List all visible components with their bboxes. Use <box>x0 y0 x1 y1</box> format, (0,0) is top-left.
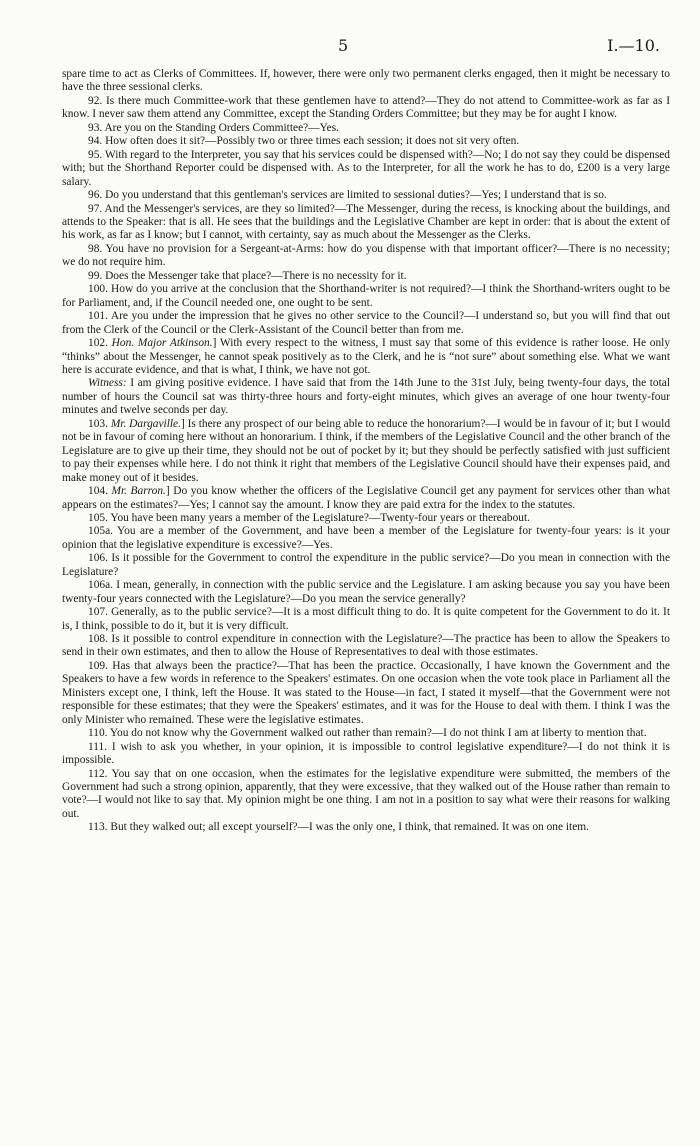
paragraph-p110 <box>62 727 670 740</box>
paragraph-text: 113. But they walked out; all except yourself?—I was the only one, I think, that remained. It was on one item. <box>88 821 589 834</box>
paragraph-text: 106. Is it possible for the Government to control the expenditure in the public service?—Do you mean in connection with the Legislature? <box>62 552 670 578</box>
paragraph-p92 <box>62 95 670 122</box>
paragraph-text: ] Do you know whether the officers of the Legislative Council get any payment for services other than what appears on the estimates?—Yes; I cannot say the amount. I know they are paid extra for the index to the statutes. <box>62 485 671 511</box>
paragraph-p109 <box>62 660 670 727</box>
paragraph-text: 105a. You are a member of the Government, and have been a member of the Legislature for twenty-four years: is it your opinion that the legislative expenditure is excessive?—Yes. <box>62 525 670 551</box>
speaker-name: Mr. Barron. <box>111 485 166 498</box>
paragraph-p98 <box>62 243 670 270</box>
paragraph-p111 <box>62 741 670 768</box>
paragraph-text: 97. And the Messenger's services, are they so limited?—The Messenger, during the recess, is knocking about the buildings, and attends to the Speaker: that is all. He sees that the buildings and the Legislative Chamber are kept in order: that is about the extent of his work, as far as I know; but I cannot, with certainty, say as much about the Messenger as the Clerks. <box>62 202 670 242</box>
speaker-name: Witness: <box>88 377 127 390</box>
paragraph-p105 <box>62 512 670 525</box>
paragraph-text: 108. Is it possible to control expenditure in connection with the Legislature?—The practice has been to allow the Speakers to send in their own estimates, and then to allow the House of Representatives to deal with those estimates. <box>62 633 670 659</box>
paragraph-p106 <box>62 552 670 579</box>
paragraph-p101 <box>62 310 670 337</box>
paragraph-text: 94. How often does it sit?—Possibly two or three times each session; it does not sit very often. <box>88 135 520 148</box>
paragraph-text: 106a. I mean, generally, in connection with the public service and the Legislature. I am asking because you say you have been twenty-four years connected with the Legislature?—Do you mean the service generally? <box>62 579 670 605</box>
page-header <box>0 36 700 58</box>
paragraph-text: 102. <box>88 337 112 350</box>
paragraph-p102 <box>62 337 670 377</box>
paragraph-p104 <box>62 485 670 512</box>
paragraph-text: 104. <box>88 485 112 498</box>
paragraph-p107 <box>62 606 670 633</box>
paragraph-text: ] With every respect to the witness, I must say that some of this evidence is rather loose. He only “thinks” about the Messenger, he cannot speak positively as to the Clerk, and he is “not sure” about something else. What we want here is accurate evidence, and that is what, I think, we have not got. <box>62 337 671 376</box>
evidence-text <box>62 68 670 835</box>
paragraph-p93 <box>62 122 670 135</box>
paragraph-text: 92. Is there much Committee-work that these gentlemen have to attend?—They do not attend to Committee-work as far as I know. I never saw them attend any Committee, except the Standing Orders Committee; but they may be for aught I know. <box>62 94 670 121</box>
paragraph-text: 110. You do not know why the Government walked out rather than remain?—I do not think I am at liberty to mention that. <box>88 727 647 740</box>
speaker-name: Mr. Dargaville. <box>110 417 181 430</box>
paragraph-text: 112. You say that on one occasion, when the estimates for the legislative expenditure were submitted, the members of the Government had such a strong opinion, apparently, that they were excessive, that they walked out of the House rather than remain to vote?—I would not like to say that. My opinion might be one thing. I am not in a position to say what were their reasons for walking out. <box>62 767 670 820</box>
paragraph-text: 96. Do you understand that this gentleman's services are limited to sessional duties?—Yes; I understand that is so. <box>88 189 607 202</box>
paragraph-text: I am giving positive evidence. I have said that from the 14th June to the 31st July, being twenty-four days, the total number of hours the Council sat was thirty-three hours and forty-eight minutes, which gives an average of one hour twenty-four minutes and twelve seconds per day. <box>62 377 670 417</box>
paragraph-text: ] Is there any prospect of our being able to reduce the honorarium?—I would be in favour of it; but I would not be in favour of coming here without an honorarium. I think, if the members of the Legislative Council and the other branch of the Legislature are to give up their time, they should not be out of pocket by it; but they should be perfectly satisfied with just sufficient to pay their expenses while here. I do not think it right that members of the Legislative Council should have their expenses paid, and make money out of it besides. <box>62 417 671 484</box>
paragraph-p95 <box>62 149 670 189</box>
paragraph-text: 105. You have been many years a member of the Legislature?—Twenty-four years or thereabout. <box>88 511 531 524</box>
paragraph-p113 <box>62 821 670 834</box>
paragraph-text: 93. Are you on the Standing Orders Committee?—Yes. <box>88 121 339 134</box>
paragraph-pwit <box>62 377 670 417</box>
paragraph-text: 103. <box>88 417 111 430</box>
paragraph-p96 <box>62 189 670 202</box>
paragraph-p105a <box>62 525 670 552</box>
paragraph-text: spare time to act as Clerks of Committees. If, however, there were only two permanent clerks engaged, then it might be necessary to have the three sessional clerks. <box>62 68 670 94</box>
paragraph-text: 95. With regard to the Interpreter, you say that his services could be dispensed with?—No; I do not say they could be dispensed with; but the Shorthand Reporter could be dispensed with. As to the Interpreter, for all the work he has to do, £200 is a very large salary. <box>62 148 670 188</box>
paragraph-p99 <box>62 270 670 283</box>
paragraph-text: 101. Are you under the impression that he gives no other service to the Council?—I understand so, but you will find that out from the Clerk of the Council or the Clerk-Assistant of the Council better than from me. <box>62 310 670 336</box>
paragraph-p108 <box>62 633 670 660</box>
paragraph-text: 100. How do you arrive at the conclusion that the Shorthand-writer is not required?—I think the Shorthand-writers ought to be for Parliament, and, if the Council needed one, one ought to be sent. <box>62 283 670 309</box>
speaker-name: Hon. Major Atkinson. <box>111 337 213 350</box>
paragraph-text: 111. I wish to ask you whether, in your opinion, it is impossible to control legislative expenditure?—I do not think it is impossible. <box>62 740 670 767</box>
paragraph-p94 <box>62 135 670 148</box>
paragraph-p0 <box>62 68 670 95</box>
paragraph-text: 109. Has that always been the practice?—That has been the practice. Occasionally, I have known the Government and the Speakers to have a few words in reference to the Speakers' estimates. On one occasion when the vote took place in Parliament all the Ministers except one, I think, left the House. It was stated to the House—in fact, I stated it myself—that the Government were not responsible for these estimates; that they were the Speakers' estimates, and it was for the House to deal with them. I think I was the only Minister who remained. These were the legislative estimates. <box>62 659 670 726</box>
paragraph-text: 107. Generally, as to the public service?—It is a most difficult thing to do. It is quite competent for the Government to do it. It is, I think, possible to do it, but it is very difficult. <box>62 606 670 632</box>
paragraph-p112 <box>62 768 670 822</box>
paragraph-p103 <box>62 418 670 485</box>
paragraph-p97 <box>62 203 670 243</box>
paragraph-p100 <box>62 283 670 310</box>
page-number: 5 <box>338 36 349 55</box>
paragraph-text: 99. Does the Messenger take that place?—There is no necessity for it. <box>88 269 407 282</box>
document-reference: I.—10. <box>607 36 660 55</box>
paragraph-text: 98. You have no provision for a Sergeant-at-Arms: how do you dispense with that important officer?—There is no necessity; we do not require him. <box>62 242 670 269</box>
paragraph-p106a <box>62 579 670 606</box>
